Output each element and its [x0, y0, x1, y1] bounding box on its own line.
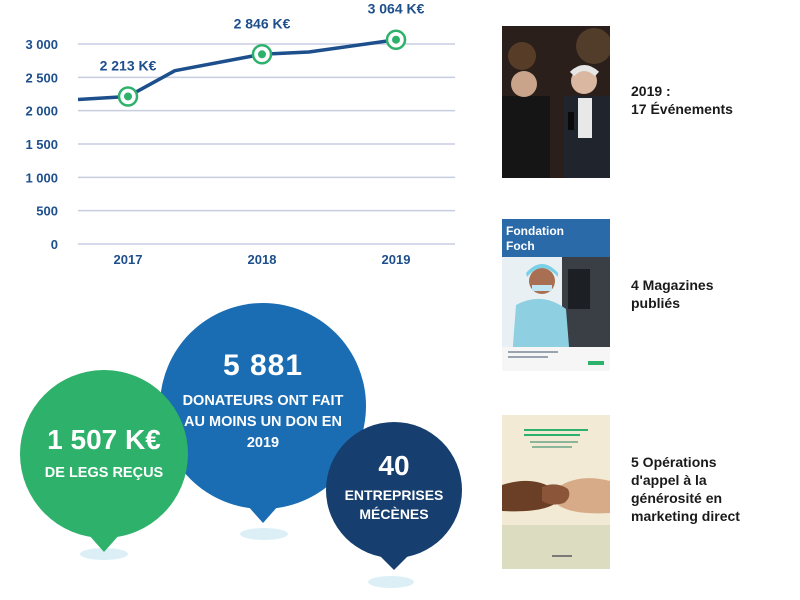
- events-caption: [631, 82, 733, 118]
- companies-label: ENTREPRISES MÉCÈNES: [344, 487, 444, 522]
- magazine-cover-illustration: [502, 219, 610, 371]
- data-point: [124, 92, 132, 100]
- data-label: 2 213 K€: [99, 57, 157, 74]
- magazine-title-line-1: Fondation: [506, 224, 564, 238]
- event-photo: [502, 26, 610, 178]
- donors-label: DONATEURS ONT FAIT AU MOINS UN DON EN 2019: [182, 393, 344, 451]
- donations-line-chart: [0, 0, 480, 290]
- magazine-title-line-2: Foch: [506, 239, 535, 253]
- y-tick-label: 2 500: [25, 70, 58, 86]
- legacy-value: 1 507 K€: [47, 424, 161, 455]
- y-tick-label: 500: [36, 203, 58, 219]
- data-label: 2 846 K€: [233, 15, 291, 32]
- donors-value: 5 881: [222, 349, 304, 382]
- x-tick-label: 2017: [113, 252, 143, 267]
- y-tick-label: 2 000: [25, 103, 58, 119]
- x-tick-label: 2019: [381, 252, 411, 267]
- donors-bubble-shadow: [240, 528, 288, 540]
- companies-value: 40: [378, 450, 410, 481]
- y-tick-label: 1 000: [25, 170, 58, 186]
- donors-bubble-tail: [247, 505, 279, 523]
- y-tick-label: 1 500: [25, 137, 58, 152]
- data-label: 3 064 K€: [367, 0, 425, 17]
- events-caption-line-1: 2019 :: [631, 83, 671, 99]
- data-point: [258, 50, 266, 58]
- legacy-label: DE LEGS REÇUS: [44, 465, 164, 481]
- magazine-cover: [502, 219, 610, 371]
- events-caption-line-2: 17 Événements: [631, 101, 733, 117]
- operations-caption-line-3: générosité en: [631, 490, 723, 506]
- operations-caption-line-4: marketing direct: [631, 508, 740, 524]
- magazines-caption: [631, 276, 713, 312]
- companies-bubble-tail: [378, 554, 410, 570]
- brochure-cover: [502, 415, 610, 569]
- event-photo-illustration: [502, 26, 610, 178]
- operations-caption-line-2: d'appel à la: [631, 472, 707, 488]
- magazines-caption-line-1: 4 Magazines: [631, 277, 714, 293]
- data-point: [392, 36, 400, 44]
- brochure-cover-illustration: [502, 415, 610, 569]
- operations-caption-line-1: 5 Opérations: [631, 454, 717, 470]
- legacy-bubble: [20, 370, 188, 538]
- magazines-caption-line-2: publiés: [631, 295, 681, 311]
- x-tick-label: 2018: [247, 252, 277, 267]
- operations-caption: [631, 453, 740, 525]
- companies-bubble: [326, 422, 462, 558]
- y-tick-label: 3 000: [25, 37, 58, 52]
- legacy-bubble-tail: [88, 534, 120, 552]
- y-tick-label: 0: [50, 237, 58, 252]
- companies-bubble-shadow: [368, 576, 414, 588]
